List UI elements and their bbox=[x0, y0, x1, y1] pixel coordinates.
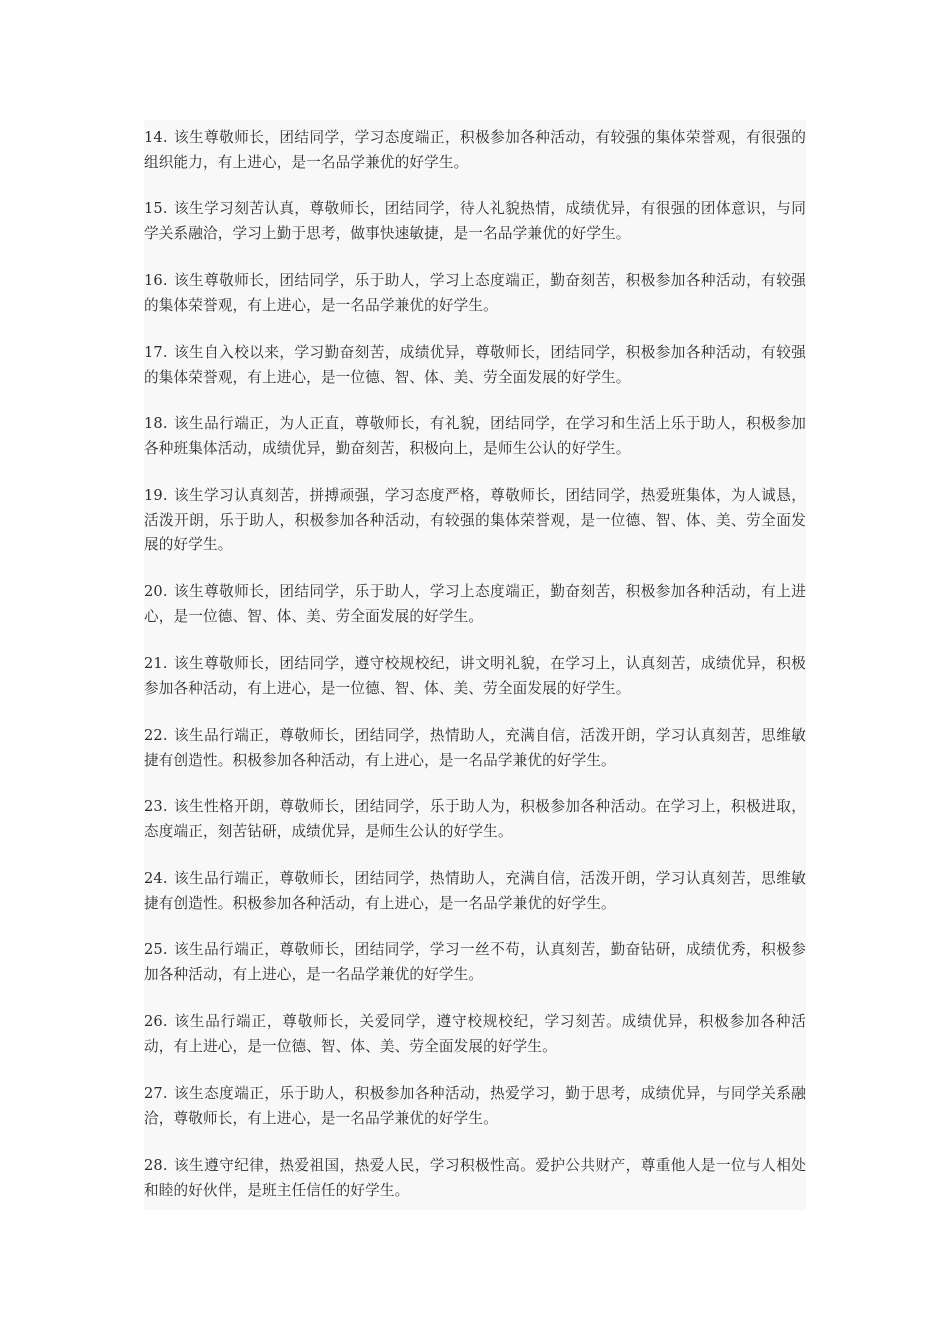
paragraph-14 bbox=[144, 126, 806, 175]
paragraph-26 bbox=[144, 1010, 806, 1059]
paragraph-19 bbox=[144, 484, 806, 558]
paragraph-21 bbox=[144, 652, 806, 701]
paragraph-text: 该生尊敬师长，团结同学，乐于助人，学习上态度端正，勤奋刻苦，积极参加各种活动，有较强的集体荣誉观，有上进心，是一名品学兼优的好学生。 bbox=[144, 272, 806, 314]
paragraph-number: 21. bbox=[144, 655, 168, 672]
paragraph-number: 28. bbox=[144, 1157, 168, 1174]
paragraph-number: 22. bbox=[144, 727, 168, 744]
paragraph-28 bbox=[144, 1154, 806, 1203]
paragraph-number: 14. bbox=[144, 129, 168, 146]
paragraph-23 bbox=[144, 795, 806, 844]
paragraph-25 bbox=[144, 938, 806, 987]
paragraph-text: 该生学习刻苦认真，尊敬师长，团结同学，待人礼貌热情，成绩优异，有很强的团体意识，与同学关系融洽，学习上勤于思考，做事快速敏捷，是一名品学兼优的好学生。 bbox=[144, 200, 806, 242]
paragraph-number: 18. bbox=[144, 415, 168, 432]
paragraph-number: 25. bbox=[144, 941, 168, 958]
paragraph-20 bbox=[144, 580, 806, 629]
paragraph-text: 该生尊敬师长，团结同学，遵守校规校纪，讲文明礼貌，在学习上，认真刻苦，成绩优异，积极参加各种活动，有上进心，是一位德、智、体、美、劳全面发展的好学生。 bbox=[144, 655, 806, 697]
paragraph-15 bbox=[144, 197, 806, 246]
paragraph-number: 19. bbox=[144, 487, 168, 504]
paragraph-27 bbox=[144, 1082, 806, 1131]
paragraph-text: 该生品行端正，尊敬师长，团结同学，热情助人，充满自信，活泼开朗，学习认真刻苦，思维敏捷有创造性。积极参加各种活动，有上进心，是一名品学兼优的好学生。 bbox=[144, 870, 806, 912]
paragraph-text: 该生性格开朗，尊敬师长，团结同学，乐于助人为，积极参加各种活动。在学习上，积极进取，态度端正，刻苦钻研，成绩优异，是师生公认的好学生。 bbox=[144, 798, 806, 840]
paragraph-number: 17. bbox=[144, 344, 168, 361]
paragraph-number: 23. bbox=[144, 798, 168, 815]
paragraph-17 bbox=[144, 341, 806, 390]
paragraph-18 bbox=[144, 412, 806, 461]
paragraph-number: 15. bbox=[144, 200, 168, 217]
paragraph-22 bbox=[144, 724, 806, 773]
paragraph-16 bbox=[144, 269, 806, 318]
paragraph-text: 该生尊敬师长，团结同学，乐于助人，学习上态度端正，勤奋刻苦，积极参加各种活动，有上进心，是一位德、智、体、美、劳全面发展的好学生。 bbox=[144, 583, 806, 625]
paragraph-text: 该生学习认真刻苦，拼搏顽强，学习态度严格，尊敬师长，团结同学，热爱班集体，为人诚恳，活泼开朗，乐于助人，积极参加各种活动，有较强的集体荣誉观，是一位德、智、体、美、劳全面发展的好学生。 bbox=[144, 487, 806, 553]
paragraph-text: 该生态度端正，乐于助人，积极参加各种活动，热爱学习，勤于思考，成绩优异，与同学关系融洽，尊敬师长，有上进心，是一名品学兼优的好学生。 bbox=[144, 1085, 806, 1127]
paragraph-number: 27. bbox=[144, 1085, 168, 1102]
paragraph-number: 26. bbox=[144, 1013, 168, 1030]
paragraph-text: 该生遵守纪律，热爱祖国，热爱人民，学习积极性高。爱护公共财产，尊重他人是一位与人相处和睦的好伙伴，是班主任信任的好学生。 bbox=[144, 1157, 806, 1199]
paragraph-text: 该生品行端正，尊敬师长，团结同学，学习一丝不苟，认真刻苦，勤奋钻研，成绩优秀，积极参加各种活动，有上进心，是一名品学兼优的好学生。 bbox=[144, 941, 806, 983]
paragraph-text: 该生品行端正，尊敬师长，关爱同学，遵守校规校纪，学习刻苦。成绩优异，积极参加各种活动，有上进心，是一位德、智、体、美、劳全面发展的好学生。 bbox=[144, 1013, 806, 1055]
paragraph-text: 该生品行端正，为人正直，尊敬师长，有礼貌，团结同学，在学习和生活上乐于助人，积极参加各种班集体活动，成绩优异，勤奋刻苦，积极向上，是师生公认的好学生。 bbox=[144, 415, 806, 457]
paragraph-text: 该生自入校以来，学习勤奋刻苦，成绩优异，尊敬师长，团结同学，积极参加各种活动，有较强的集体荣誉观，有上进心，是一位德、智、体、美、劳全面发展的好学生。 bbox=[144, 344, 806, 386]
paragraph-text: 该生品行端正，尊敬师长，团结同学，热情助人，充满自信，活泼开朗，学习认真刻苦，思维敏捷有创造性。积极参加各种活动，有上进心，是一名品学兼优的好学生。 bbox=[144, 727, 806, 769]
paragraph-number: 20. bbox=[144, 583, 168, 600]
paragraph-number: 24. bbox=[144, 870, 168, 887]
document-content bbox=[144, 120, 806, 1210]
paragraph-24 bbox=[144, 867, 806, 916]
paragraph-number: 16. bbox=[144, 272, 168, 289]
paragraph-text: 该生尊敬师长，团结同学，学习态度端正，积极参加各种活动，有较强的集体荣誉观，有很强的组织能力，有上进心，是一名品学兼优的好学生。 bbox=[144, 129, 806, 171]
